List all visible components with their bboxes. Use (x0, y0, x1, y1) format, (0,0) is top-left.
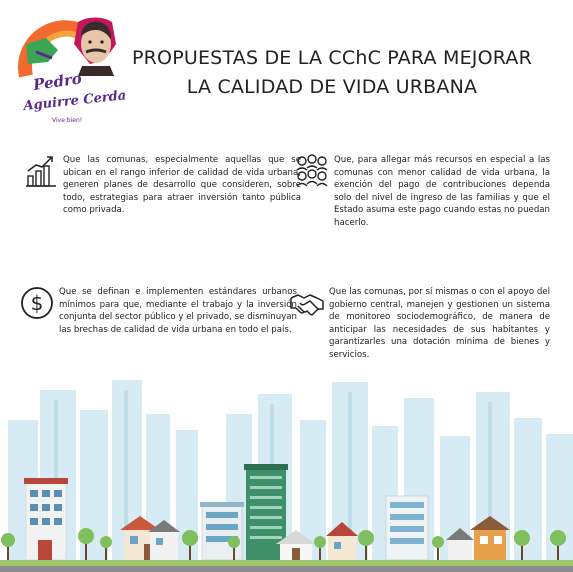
proposal-item (24, 154, 301, 217)
grass (0, 560, 573, 566)
growth-chart-icon (24, 154, 58, 188)
handshake-icon (290, 286, 324, 320)
cityscape-illustration (0, 370, 573, 572)
proposal-item (295, 154, 550, 230)
proposal-text: Que, para allegar más recursos en especial a las comunas con menor calidad de vida urbana, la exención del pago de contribuciones dependa solo del nivel de ingreso de las familias y que el Estado asuma este pago cuando estas no puedan hacerlo. (334, 155, 550, 228)
proposal-text: Que las comunas, especialmente aquellas que se ubican en el rango inferior de calidad de vida urbana, generen planes de desarrollo que consideren, sobre todo, estrategias para atraer inversión tanto pública como privada. (63, 155, 301, 216)
apartment-building (24, 478, 68, 560)
svg-text:$: $ (30, 291, 44, 315)
proposal-item (20, 286, 297, 336)
road (0, 566, 573, 572)
page-title (132, 44, 532, 102)
dollar-coin-icon (20, 286, 54, 320)
proposal-text: Que las comunas, por sí mismas o con el apoyo del gobierno central, manejen y gestionen un sistema de monitoreo sociodemográfico, de manera de anticipar las necesidades de sus habitantes y garantizarles una dotación mínima de bienes y servicios. (329, 287, 550, 360)
logo-slogan: Vive bien! (52, 117, 83, 124)
proposal-text: Que se definan e implementen estándares urbanos mínimos para que, mediante el trabajo y la inversión conjunta del sector público y el privado, se disminuyan las brechas de calidad de vida urbana en todo el país. (59, 287, 297, 335)
apartment-building (386, 496, 428, 560)
title-line1: PROPUESTAS DE LA CChC PARA MEJORAR (132, 47, 532, 69)
title-line2: LA CALIDAD DE VIDA URBANA (186, 76, 478, 98)
community-people-icon (295, 154, 329, 188)
logo-name-line1: Pedro (32, 69, 83, 94)
proposal-item (290, 286, 550, 362)
logo-name-line2: Aguirre Cerda (22, 88, 127, 114)
portrait-illustration (78, 22, 114, 76)
office-building (200, 502, 244, 560)
municipality-logo (18, 14, 128, 126)
